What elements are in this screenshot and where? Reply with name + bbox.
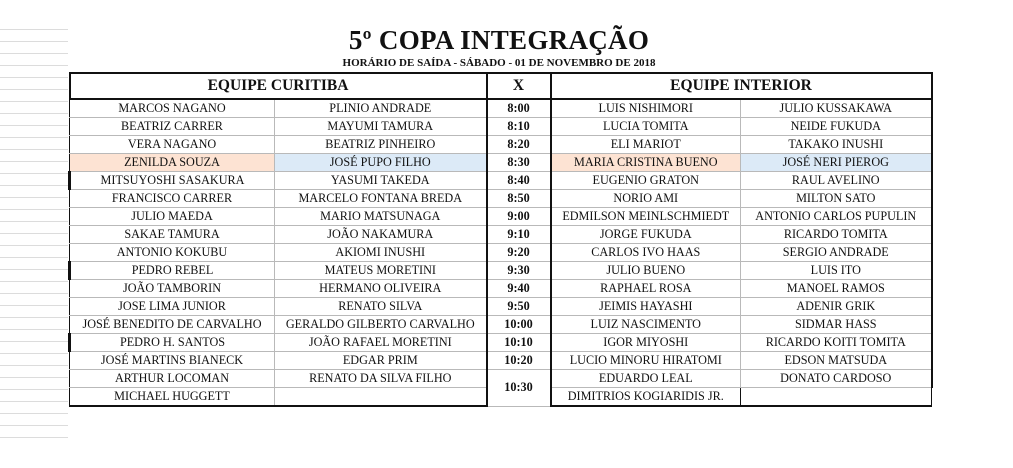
- header-equipe-curitiba: EQUIPE CURITIBA: [70, 73, 487, 99]
- interior-player-1: JORGE FUKUDA: [551, 226, 741, 244]
- curitiba-player-2: MARIO MATSUNAGA: [275, 208, 487, 226]
- header-equipe-interior: EQUIPE INTERIOR: [551, 73, 932, 99]
- tee-time: 9:30: [487, 262, 551, 280]
- interior-player-2: RICARDO TOMITA: [741, 226, 932, 244]
- interior-player-2: MANOEL RAMOS: [741, 280, 932, 298]
- interior-player-1: EUGENIO GRATON: [551, 172, 741, 190]
- interior-player-2: SERGIO ANDRADE: [741, 244, 932, 262]
- header-x: X: [487, 73, 551, 99]
- table-row: [70, 280, 932, 298]
- curitiba-player-2: RENATO DA SILVA FILHO: [275, 370, 487, 388]
- tee-time: 8:30: [487, 154, 551, 172]
- curitiba-player-2: HERMANO OLIVEIRA: [275, 280, 487, 298]
- tee-time: 8:10: [487, 118, 551, 136]
- curitiba-player-2: EDGAR PRIM: [275, 352, 487, 370]
- tee-time: 8:50: [487, 190, 551, 208]
- curitiba-player-1: SAKAE TAMURA: [70, 226, 275, 244]
- table-row: [70, 244, 932, 262]
- curitiba-player-2: AKIOMI INUSHI: [275, 244, 487, 262]
- interior-player-2: [741, 388, 932, 407]
- tee-time: 10:00: [487, 316, 551, 334]
- curitiba-player-1: MITSUYOSHI SASAKURA: [70, 172, 275, 190]
- curitiba-player-1: JOÃO TAMBORIN: [70, 280, 275, 298]
- interior-player-1: LUCIA TOMITA: [551, 118, 741, 136]
- table-row: [70, 190, 932, 208]
- table-row: [70, 334, 932, 352]
- interior-player-1: NORIO AMI: [551, 190, 741, 208]
- interior-player-1: RAPHAEL ROSA: [551, 280, 741, 298]
- curitiba-player-2: JOÃO RAFAEL MORETINI: [275, 334, 487, 352]
- table-row: [70, 136, 932, 154]
- spreadsheet-gridlines: [0, 18, 68, 413]
- curitiba-player-1: PEDRO REBEL: [70, 262, 275, 280]
- curitiba-player-2: YASUMI TAKEDA: [275, 172, 487, 190]
- table-row: [70, 316, 932, 334]
- curitiba-player-2: JOSÉ PUPO FILHO: [275, 154, 487, 172]
- table-row: [70, 154, 932, 172]
- interior-player-2: JULIO KUSSAKAWA: [741, 99, 932, 118]
- curitiba-player-1: ARTHUR LOCOMAN: [70, 370, 275, 388]
- interior-player-2: SIDMAR HASS: [741, 316, 932, 334]
- table-row: [70, 208, 932, 226]
- curitiba-player-1: ANTONIO KOKUBU: [70, 244, 275, 262]
- schedule-table: [68, 72, 933, 407]
- interior-player-1: JEIMIS HAYASHI: [551, 298, 741, 316]
- curitiba-player-1: JOSÉ BENEDITO DE CARVALHO: [70, 316, 275, 334]
- interior-player-1: EDMILSON MEINLSCHMIEDT: [551, 208, 741, 226]
- tee-time: 8:40: [487, 172, 551, 190]
- table-row: [70, 99, 932, 118]
- tee-time: 9:20: [487, 244, 551, 262]
- table-row: [70, 172, 932, 190]
- interior-player-2: MILTON SATO: [741, 190, 932, 208]
- tee-time: 9:00: [487, 208, 551, 226]
- page-title: 5º COPA INTEGRAÇÃO: [348, 25, 650, 55]
- curitiba-player-2: RENATO SILVA: [275, 298, 487, 316]
- curitiba-player-2: MARCELO FONTANA BREDA: [275, 190, 487, 208]
- curitiba-player-2: PLINIO ANDRADE: [275, 99, 487, 118]
- interior-player-2: RAUL AVELINO: [741, 172, 932, 190]
- tee-time: 10:10: [487, 334, 551, 352]
- interior-player-2: NEIDE FUKUDA: [741, 118, 932, 136]
- curitiba-player-1: PEDRO H. SANTOS: [70, 334, 275, 352]
- interior-player-1: CARLOS IVO HAAS: [551, 244, 741, 262]
- curitiba-player-1: FRANCISCO CARRER: [70, 190, 275, 208]
- table-row: [70, 118, 932, 136]
- curitiba-player-2: [275, 388, 487, 407]
- schedule-body: [70, 99, 932, 406]
- tee-time: 9:40: [487, 280, 551, 298]
- curitiba-player-1: ZENILDA SOUZA: [70, 154, 275, 172]
- interior-player-1: ELI MARIOT: [551, 136, 741, 154]
- curitiba-player-1: JOSÉ MARTINS BIANECK: [70, 352, 275, 370]
- curitiba-player-2: JOÃO NAKAMURA: [275, 226, 487, 244]
- interior-player-1: LUIS NISHIMORI: [551, 99, 741, 118]
- interior-player-2: LUIS ITO: [741, 262, 932, 280]
- curitiba-player-2: BEATRIZ PINHEIRO: [275, 136, 487, 154]
- interior-player-1: LUCIO MINORU HIRATOMI: [551, 352, 741, 370]
- tee-time: 10:20: [487, 352, 551, 370]
- interior-player-1: EDUARDO LEAL: [551, 370, 741, 388]
- curitiba-player-2: MAYUMI TAMURA: [275, 118, 487, 136]
- interior-player-2: EDSON MATSUDA: [741, 352, 932, 370]
- curitiba-player-1: JOSE LIMA JUNIOR: [70, 298, 275, 316]
- table-header-row: [70, 73, 932, 99]
- table-row: [70, 226, 932, 244]
- table-row: [70, 262, 932, 280]
- curitiba-player-1: MARCOS NAGANO: [70, 99, 275, 118]
- curitiba-player-2: MATEUS MORETINI: [275, 262, 487, 280]
- table-row: [70, 352, 932, 370]
- interior-player-1: LUIZ NASCIMENTO: [551, 316, 741, 334]
- curitiba-player-1: VERA NAGANO: [70, 136, 275, 154]
- curitiba-player-1: BEATRIZ CARRER: [70, 118, 275, 136]
- curitiba-player-1: JULIO MAEDA: [70, 208, 275, 226]
- interior-player-2: DONATO CARDOSO: [741, 370, 932, 388]
- interior-player-2: JOSÉ NERI PIEROG: [741, 154, 932, 172]
- curitiba-player-2: GERALDO GILBERTO CARVALHO: [275, 316, 487, 334]
- interior-player-1: MARIA CRISTINA BUENO: [551, 154, 741, 172]
- tee-time: 10:30: [487, 370, 551, 407]
- interior-player-2: ADENIR GRIK: [741, 298, 932, 316]
- page-subtitle: HORÁRIO DE SAÍDA - SÁBADO - 01 DE NOVEMBRO DE 2018: [342, 57, 656, 69]
- curitiba-player-1: MICHAEL HUGGETT: [70, 388, 275, 407]
- tee-time: 9:10: [487, 226, 551, 244]
- interior-player-1: IGOR MIYOSHI: [551, 334, 741, 352]
- interior-player-1: DIMITRIOS KOGIARIDIS JR.: [551, 388, 741, 407]
- table-row: [70, 370, 932, 388]
- tee-time: 8:20: [487, 136, 551, 154]
- interior-player-2: TAKAKO INUSHI: [741, 136, 932, 154]
- table-row: [70, 298, 932, 316]
- schedule-sheet: [68, 22, 930, 407]
- interior-player-1: JULIO BUENO: [551, 262, 741, 280]
- interior-player-2: RICARDO KOITI TOMITA: [741, 334, 932, 352]
- interior-player-2: ANTONIO CARLOS PUPULIN: [741, 208, 932, 226]
- tee-time: 8:00: [487, 99, 551, 118]
- tee-time: 9:50: [487, 298, 551, 316]
